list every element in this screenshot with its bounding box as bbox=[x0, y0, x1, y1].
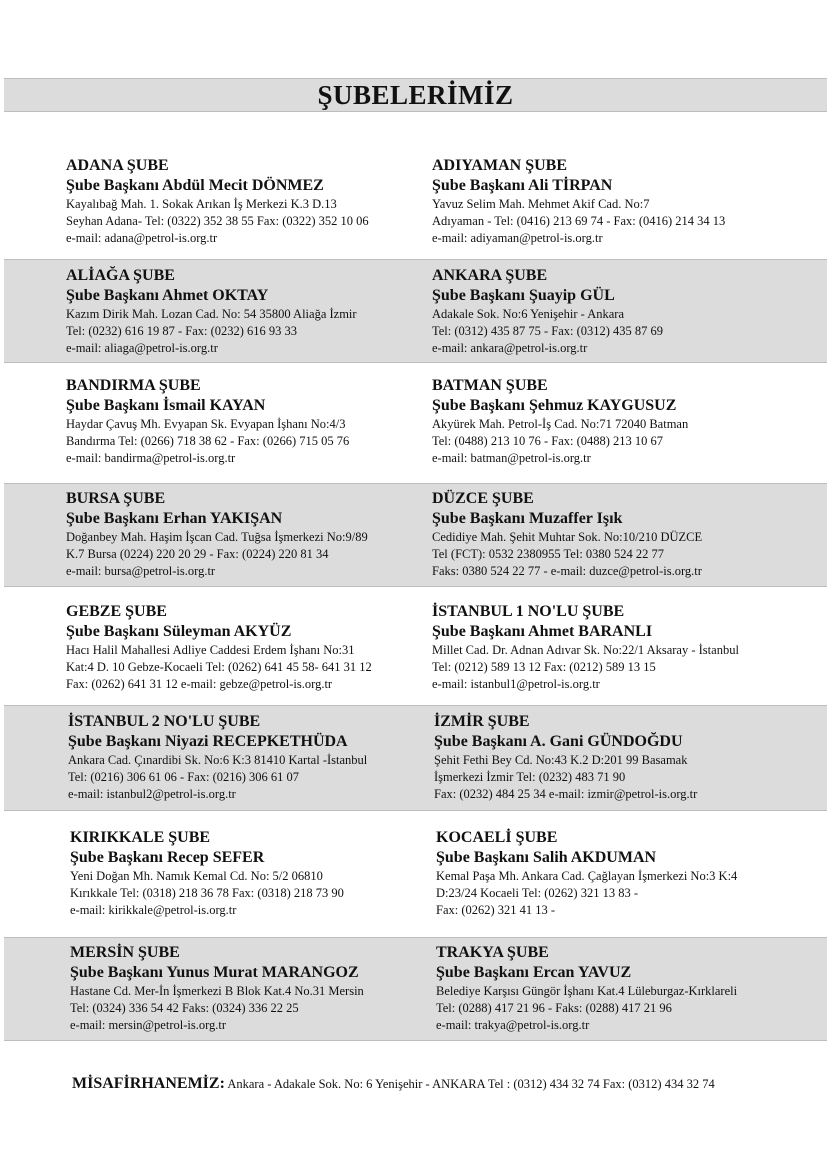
branch-head: Şube Başkanı Salih AKDUMAN bbox=[436, 849, 657, 866]
branch-email: e-mail: mersin@petrol-is.org.tr bbox=[70, 1018, 227, 1032]
branch-email: e-mail: batman@petrol-is.org.tr bbox=[432, 451, 591, 465]
branch-phone: Kırıkkale Tel: (0318) 218 36 78 Fax: (0318) 218 73 90 bbox=[70, 886, 344, 900]
branch-card bbox=[70, 943, 455, 1034]
branch-email: Faks: 0380 524 22 77 - e-mail: duzce@petrol-is.org.tr bbox=[432, 564, 702, 578]
branch-address: Belediye Karşısı Güngör İşhanı Kat.4 Lüleburgaz-Kırklareli bbox=[436, 984, 738, 998]
branch-address: Doğanbey Mah. Haşim İşcan Cad. Tuğsa İşmerkezi No:9/89 bbox=[66, 530, 368, 544]
branch-address: Ankara Cad. Çınardibi Sk. No:6 K:3 81410 Kartal -İstanbul bbox=[68, 753, 368, 767]
branch-phone: Tel: (0312) 435 87 75 - Fax: (0312) 435 87 69 bbox=[432, 324, 664, 338]
branch-head: Şube Başkanı A. Gani GÜNDOĞDU bbox=[434, 733, 683, 750]
branch-phone: Kat:4 D. 10 Gebze-Kocaeli Tel: (0262) 641 45 58- 641 31 12 bbox=[66, 660, 372, 674]
branch-name: ADANA ŞUBE bbox=[66, 157, 169, 174]
branch-head: Şube Başkanı Ali TİRPAN bbox=[432, 177, 613, 194]
branch-name: KIRIKKALE ŞUBE bbox=[70, 829, 211, 846]
branch-address: Cedidiye Mah. Şehit Muhtar Sok. No:10/210 DÜZCE bbox=[432, 530, 703, 544]
branch-name: İSTANBUL 2 NO'LU ŞUBE bbox=[68, 713, 261, 730]
branch-head: Şube Başkanı Yunus Murat MARANGOZ bbox=[70, 964, 359, 981]
title-bar bbox=[4, 78, 827, 112]
branch-name: TRAKYA ŞUBE bbox=[436, 944, 549, 961]
branch-name: KOCAELİ ŞUBE bbox=[436, 829, 558, 846]
branch-name: İSTANBUL 1 NO'LU ŞUBE bbox=[432, 603, 625, 620]
branch-name: MERSİN ŞUBE bbox=[70, 944, 180, 961]
branch-address: Akyürek Mah. Petrol-İş Cad. No:71 72040 Batman bbox=[432, 417, 689, 431]
branch-address: Kazım Dirik Mah. Lozan Cad. No: 54 35800 Aliağa İzmir bbox=[66, 307, 357, 321]
branch-card bbox=[66, 156, 451, 247]
branch-phone: D:23/24 Kocaeli Tel: (0262) 321 13 83 - bbox=[436, 886, 638, 900]
branch-head: Şube Başkanı Şehmuz KAYGUSUZ bbox=[432, 397, 677, 414]
branch-card bbox=[66, 489, 451, 580]
branch-card bbox=[436, 943, 821, 1034]
branch-card bbox=[66, 602, 451, 693]
branch-phone: Seyhan Adana- Tel: (0322) 352 38 55 Fax: (0322) 352 10 06 bbox=[66, 214, 369, 228]
branch-email: e-mail: aliaga@petrol-is.org.tr bbox=[66, 341, 218, 355]
branch-email: e-mail: bandirma@petrol-is.org.tr bbox=[66, 451, 236, 465]
branch-email: e-mail: adana@petrol-is.org.tr bbox=[66, 231, 218, 245]
branch-head: Şube Başkanı Recep SEFER bbox=[70, 849, 265, 866]
branch-email: e-mail: adiyaman@petrol-is.org.tr bbox=[432, 231, 603, 245]
branch-head: Şube Başkanı Erhan YAKIŞAN bbox=[66, 510, 283, 527]
branch-name: BATMAN ŞUBE bbox=[432, 377, 548, 394]
branch-address: Millet Cad. Dr. Adnan Adıvar Sk. No:22/1 Aksaray - İstanbul bbox=[432, 643, 739, 657]
branch-card bbox=[436, 828, 821, 919]
branch-name: GEBZE ŞUBE bbox=[66, 603, 167, 620]
branch-address: Haydar Çavuş Mh. Evyapan Sk. Evyapan İşhanı No:4/3 bbox=[66, 417, 346, 431]
branch-email: e-mail: istanbul2@petrol-is.org.tr bbox=[68, 787, 236, 801]
branch-card bbox=[432, 602, 817, 693]
branch-address: Yeni Doğan Mh. Namık Kemal Cd. No: 5/2 06810 bbox=[70, 869, 323, 883]
branch-card bbox=[66, 376, 451, 467]
branch-head: Şube Başkanı İsmail KAYAN bbox=[66, 397, 266, 414]
branch-card bbox=[70, 828, 455, 919]
branch-name: BANDIRMA ŞUBE bbox=[66, 377, 201, 394]
branch-address: Hacı Halil Mahallesi Adliye Caddesi Erdem İşhanı No:31 bbox=[66, 643, 355, 657]
branch-name: ALİAĞA ŞUBE bbox=[66, 267, 175, 284]
branch-card bbox=[66, 266, 451, 357]
branch-head: Şube Başkanı Ahmet BARANLI bbox=[432, 623, 653, 640]
branch-email: e-mail: ankara@petrol-is.org.tr bbox=[432, 341, 588, 355]
branch-phone: Tel: (0488) 213 10 76 - Fax: (0488) 213 10 67 bbox=[432, 434, 664, 448]
branch-name: ANKARA ŞUBE bbox=[432, 267, 548, 284]
branch-phone: Tel: (0324) 336 54 42 Faks: (0324) 336 22 25 bbox=[70, 1001, 299, 1015]
page-title: ŞUBELERİMİZ bbox=[317, 80, 514, 110]
branch-phone: Tel: (0232) 616 19 87 - Fax: (0232) 616 93 33 bbox=[66, 324, 298, 338]
branch-head: Şube Başkanı Ahmet OKTAY bbox=[66, 287, 269, 304]
branch-email: Fax: (0262) 321 41 13 - bbox=[436, 903, 556, 917]
branch-head: Şube Başkanı Süleyman AKYÜZ bbox=[66, 623, 292, 640]
branch-phone: Tel (FCT): 0532 2380955 Tel: 0380 524 22 77 bbox=[432, 547, 665, 561]
branch-email: e-mail: trakya@petrol-is.org.tr bbox=[436, 1018, 590, 1032]
branch-head: Şube Başkanı Ercan YAVUZ bbox=[436, 964, 632, 981]
branch-card bbox=[432, 156, 817, 247]
branch-name: BURSA ŞUBE bbox=[66, 490, 166, 507]
branch-address: Kayalıbağ Mah. 1. Sokak Arıkan İş Merkezi K.3 D.13 bbox=[66, 197, 337, 211]
branch-head: Şube Başkanı Muzaffer Işık bbox=[432, 510, 623, 527]
branch-phone: Bandırma Tel: (0266) 718 38 62 - Fax: (0266) 715 05 76 bbox=[66, 434, 350, 448]
branch-head: Şube Başkanı Abdül Mecit DÖNMEZ bbox=[66, 177, 324, 194]
branch-phone: Tel: (0216) 306 61 06 - Fax: (0216) 306 61 07 bbox=[68, 770, 300, 784]
branch-name: DÜZCE ŞUBE bbox=[432, 490, 534, 507]
branch-phone: Adıyaman - Tel: (0416) 213 69 74 - Fax: (0416) 214 34 13 bbox=[432, 214, 726, 228]
guesthouse-label: MİSAFİRHANEMİZ: bbox=[72, 1075, 225, 1092]
branch-address: Şehit Fethi Bey Cd. No:43 K.2 D:201 99 Basamak bbox=[434, 753, 688, 767]
branch-phone: K.7 Bursa (0224) 220 20 29 - Fax: (0224) 220 81 34 bbox=[66, 547, 329, 561]
branch-card bbox=[68, 712, 453, 803]
branch-email: e-mail: kirikkale@petrol-is.org.tr bbox=[70, 903, 237, 917]
branch-card bbox=[432, 489, 817, 580]
branch-address: Hastane Cd. Mer-İn İşmerkezi B Blok Kat.4 No.31 Mersin bbox=[70, 984, 364, 998]
branch-head: Şube Başkanı Niyazi RECEPKETHÜDA bbox=[68, 733, 348, 750]
branch-head: Şube Başkanı Şuayip GÜL bbox=[432, 287, 615, 304]
guesthouse-footer bbox=[72, 1075, 715, 1093]
branch-email: Fax: (0232) 484 25 34 e-mail: izmir@petrol-is.org.tr bbox=[434, 787, 698, 801]
branch-card bbox=[432, 376, 817, 467]
branch-address: Kemal Paşa Mh. Ankara Cad. Çağlayan İşmerkezi No:3 K:4 bbox=[436, 869, 738, 883]
branch-phone: İşmerkezi İzmir Tel: (0232) 483 71 90 bbox=[434, 770, 626, 784]
branch-phone: Tel: (0288) 417 21 96 - Faks: (0288) 417 21 96 bbox=[436, 1001, 672, 1015]
branch-email: e-mail: istanbul1@petrol-is.org.tr bbox=[432, 677, 600, 691]
branch-email: Fax: (0262) 641 31 12 e-mail: gebze@petrol-is.org.tr bbox=[66, 677, 333, 691]
guesthouse-details: Ankara - Adakale Sok. No: 6 Yenişehir - ANKARA Tel : (0312) 434 32 74 Fax: (0312) 434 32 74 bbox=[224, 1077, 715, 1091]
branch-address: Adakale Sok. No:6 Yenişehir - Ankara bbox=[432, 307, 624, 321]
branch-card bbox=[434, 712, 819, 803]
branch-address: Yavuz Selim Mah. Mehmet Akif Cad. No:7 bbox=[432, 197, 650, 211]
branch-email: e-mail: bursa@petrol-is.org.tr bbox=[66, 564, 216, 578]
branch-phone: Tel: (0212) 589 13 12 Fax: (0212) 589 13 15 bbox=[432, 660, 656, 674]
branch-card bbox=[432, 266, 817, 357]
branch-name: ADIYAMAN ŞUBE bbox=[432, 157, 567, 174]
branch-name: İZMİR ŞUBE bbox=[434, 713, 530, 730]
